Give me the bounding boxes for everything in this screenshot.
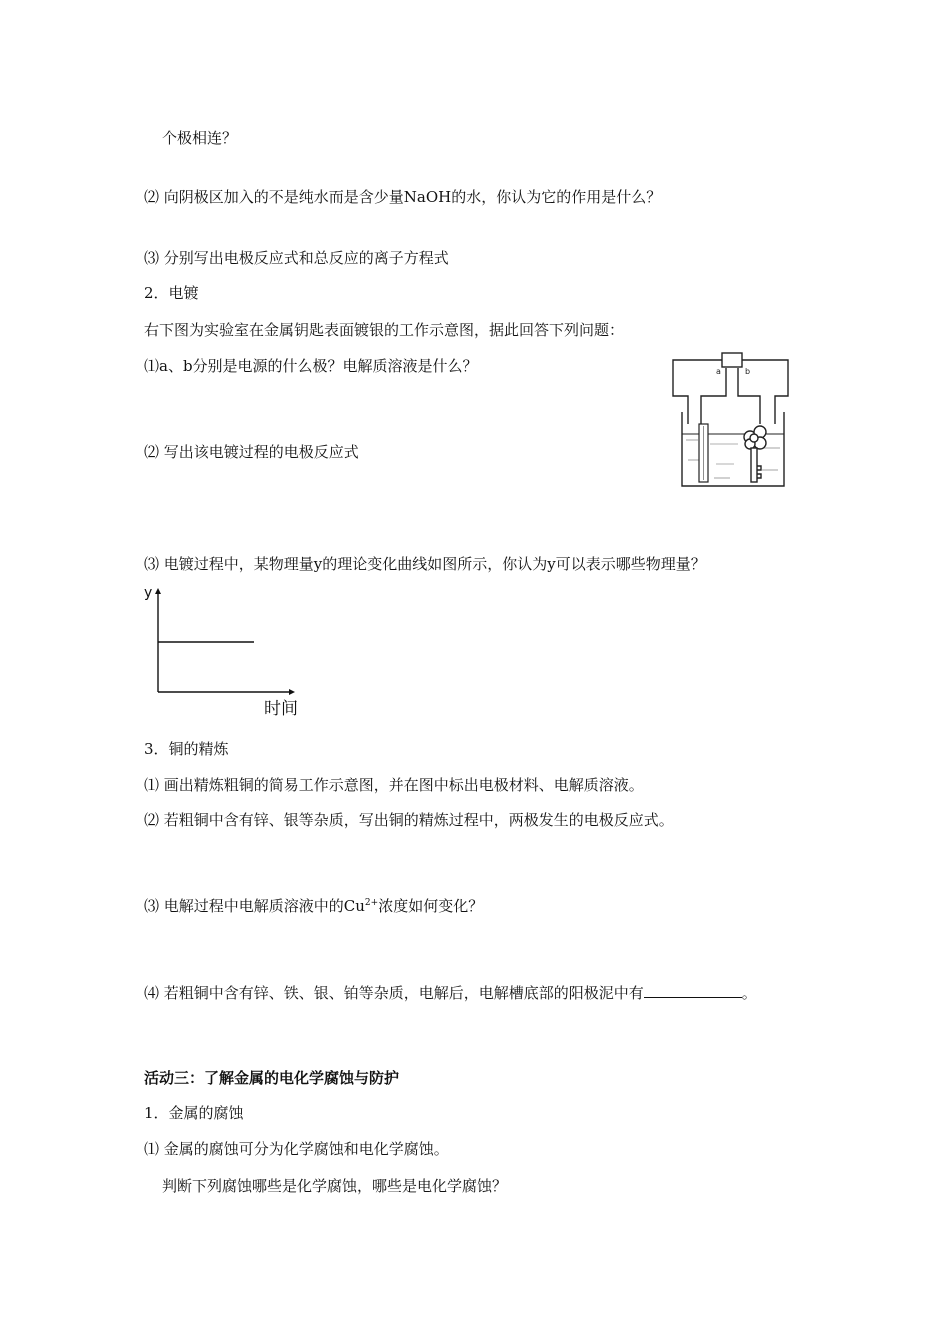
q4-text-post: 。 bbox=[741, 984, 757, 1002]
refining-question-1: ⑴ 画出精炼粗铜的简易工作示意图，并在图中标出电极材料、电解质溶液。 bbox=[144, 776, 644, 794]
q4-text-pre: ⑷ 若粗铜中含有锌、铁、银、铂等杂质，电解后，电解槽底部的阳极泥中有 bbox=[144, 984, 644, 1002]
refining-question-2: ⑵ 若粗铜中含有锌、银等杂质，写出铜的精炼过程中，两极发生的电极反应式。 bbox=[144, 811, 674, 829]
question-2: ⑵ 向阴极区加入的不是纯水而是含少量NaOH的水，你认为它的作用是什么？ bbox=[144, 188, 662, 206]
electroplating-heading: 2．电镀 bbox=[144, 284, 199, 302]
key-electrode bbox=[744, 426, 766, 482]
refining-heading: 3．铜的精炼 bbox=[144, 740, 229, 758]
activity3-question-1: ⑴ 金属的腐蚀可分为化学腐蚀和电化学腐蚀。 bbox=[144, 1140, 449, 1158]
q3-text-post: 浓度如何变化？ bbox=[378, 897, 484, 915]
q3-text-pre: ⑶ 电解过程中电解质溶液中的Cu bbox=[144, 897, 365, 915]
beaker bbox=[682, 412, 784, 486]
answer-blank[interactable] bbox=[644, 983, 742, 998]
refining-question-3 bbox=[144, 896, 483, 916]
electroplating-question-2: ⑵ 写出该电镀过程的电极反应式 bbox=[144, 443, 359, 461]
q3-superscript: 2+ bbox=[364, 898, 379, 908]
label-b: b bbox=[745, 367, 751, 376]
electroplating-question-1: ⑴a、b分别是电源的什么极？电解质溶液是什么？ bbox=[144, 357, 478, 375]
electroplating-apparatus-figure bbox=[668, 352, 792, 492]
label-a: a bbox=[716, 367, 721, 376]
y-axis-label: y bbox=[144, 585, 153, 601]
question-3: ⑶ 分别写出电极反应式和总反应的离子方程式 bbox=[144, 249, 449, 267]
activity3-question-1-followup: 判断下列腐蚀哪些是化学腐蚀，哪些是电化学腐蚀？ bbox=[162, 1177, 508, 1195]
y-axis-arrow bbox=[155, 588, 161, 594]
power-supply bbox=[722, 353, 742, 367]
electroplating-intro: 右下图为实验室在金属钥匙表面镀银的工作示意图，据此回答下列问题： bbox=[144, 321, 625, 339]
activity3-heading: 活动三：了解金属的电化学腐蚀与防护 bbox=[144, 1069, 400, 1087]
refining-question-4 bbox=[144, 983, 757, 1003]
activity3-subheading: 1．金属的腐蚀 bbox=[144, 1104, 244, 1122]
y-time-chart bbox=[140, 578, 310, 720]
q1-continuation: 个极相连？ bbox=[162, 129, 238, 147]
x-axis-label: 时间 bbox=[264, 699, 298, 719]
electroplating-question-3: ⑶ 电镀过程中，某物理量y的理论变化曲线如图所示，你认为y可以表示哪些物理量？ bbox=[144, 555, 706, 573]
x-axis-arrow bbox=[289, 689, 295, 695]
